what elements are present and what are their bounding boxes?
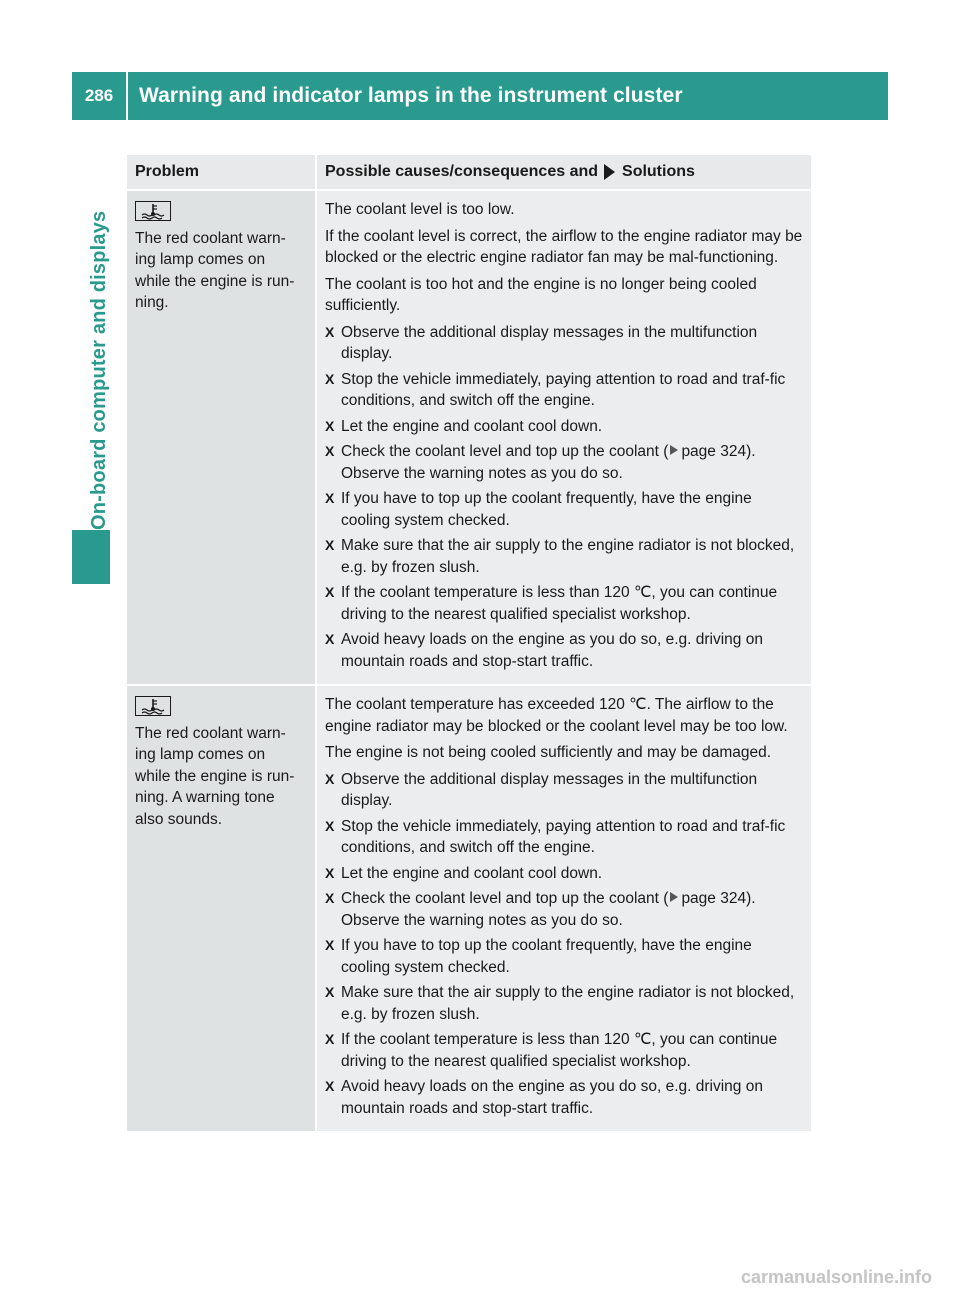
- coolant-temperature-icon: [135, 201, 171, 221]
- step-marker-icon: X: [325, 937, 335, 953]
- column-header-problem: Problem: [127, 155, 315, 189]
- step-text-post: ). Observe the warning notes as you do so.: [341, 890, 756, 929]
- step-marker-icon: X: [325, 417, 335, 434]
- step-text: Observe the additional display messages in the multifunction display.: [341, 770, 758, 809]
- side-tab-label: On-board computer and displays: [88, 210, 110, 530]
- problem-cell: [127, 191, 315, 684]
- step-text: Make sure that the air supply to the engine radiator is not blocked, e.g. by frozen slush.: [341, 984, 795, 1023]
- step-marker-icon: X: [325, 984, 335, 1000]
- step-marker-icon: X: [325, 370, 335, 387]
- problem-text-line: The red coolant warn-: [135, 724, 286, 742]
- problem-solution-table: [127, 155, 811, 1131]
- table-body: [127, 189, 811, 1131]
- solution-step: [325, 1029, 805, 1072]
- table-row: [127, 189, 811, 684]
- cause-paragraph: If the coolant level is correct, the airflow to the engine radiator may be blocked or the electric engine radiator fan may be mal-functioning.: [325, 227, 803, 266]
- solution-step: [325, 769, 805, 812]
- step-text-post: ). Observe the warning notes as you do so.: [341, 443, 756, 482]
- step-text: Avoid heavy loads on the engine as you do so, e.g. driving on mountain roads and stop-start traffic.: [341, 1078, 763, 1117]
- solution-step: [325, 441, 805, 484]
- step-marker-icon: X: [325, 864, 335, 881]
- page-header: [72, 72, 888, 120]
- solution-step: [325, 582, 805, 625]
- table-header: [127, 155, 811, 189]
- step-text: Stop the vehicle immediately, paying attention to road and traf-fic conditions, and switch off the engine.: [341, 817, 786, 856]
- problem-text-line: ing lamp comes on: [135, 251, 266, 268]
- solution-step: [325, 535, 805, 578]
- solution-step: [325, 935, 805, 978]
- column-header-causes: Possible causes/consequences and: [325, 163, 599, 180]
- side-tab-marker: [72, 530, 110, 584]
- cause-paragraph: The coolant is too hot and the engine is no longer being cooled sufficiently.: [325, 275, 757, 314]
- step-marker-icon: X: [325, 584, 335, 600]
- step-text: If you have to top up the coolant frequently, have the engine cooling system checked.: [341, 490, 752, 529]
- problem-text-line: ing lamp comes on: [135, 746, 266, 763]
- page-title: Warning and indicator lamps in the instrument cluster: [128, 72, 888, 120]
- cause-paragraph: The coolant level is too low.: [325, 201, 515, 218]
- solution-step: [325, 416, 805, 438]
- step-text: Make sure that the air supply to the engine radiator is not blocked, e.g. by frozen slush.: [341, 537, 795, 576]
- solution-step: [325, 322, 805, 365]
- step-text: Observe the additional display messages in the multifunction display.: [341, 323, 758, 362]
- table-row: [127, 684, 811, 1131]
- page-reference-link[interactable]: page 324: [681, 443, 747, 460]
- step-text: Avoid heavy loads on the engine as you do so, e.g. driving on mountain roads and stop-start traffic.: [341, 631, 763, 670]
- step-text: [341, 888, 805, 931]
- problem-text-line: The red coolant warn-: [135, 229, 286, 247]
- problem-cell: [127, 686, 315, 1131]
- step-marker-icon: X: [325, 631, 335, 647]
- column-header-solutions-label: Solutions: [622, 163, 695, 180]
- step-marker-icon: X: [325, 490, 335, 506]
- step-text: [341, 441, 805, 484]
- page-reference-link[interactable]: page 324: [681, 890, 747, 907]
- problem-text-line: ning. A warning tone: [135, 789, 275, 806]
- problem-text-line: also sounds.: [135, 810, 223, 828]
- step-marker-icon: X: [325, 890, 335, 906]
- solution-step: [325, 816, 805, 859]
- step-marker-icon: X: [325, 443, 335, 459]
- step-marker-icon: X: [325, 537, 335, 553]
- step-text: Stop the vehicle immediately, paying attention to road and traf-fic conditions, and switch off the engine.: [341, 370, 786, 409]
- watermark: carmanualsonline.info: [740, 1267, 932, 1287]
- solution-step: [325, 1076, 805, 1119]
- solution-step: [325, 982, 805, 1025]
- step-marker-icon: X: [325, 770, 335, 787]
- step-text: If you have to top up the coolant frequently, have the engine cooling system checked.: [341, 937, 752, 976]
- solution-step: [325, 488, 805, 531]
- solution-step: [325, 629, 805, 672]
- step-text-pre: Check the coolant level and top up the coolant (: [341, 890, 669, 907]
- step-marker-icon: X: [325, 1078, 335, 1094]
- coolant-temperature-icon: [135, 696, 171, 716]
- solutions-cell: [315, 191, 811, 684]
- step-text: Let the engine and coolant cool down.: [341, 864, 603, 882]
- page-reference-icon: [670, 892, 678, 902]
- step-marker-icon: X: [325, 1031, 335, 1047]
- step-text: If the coolant temperature is less than 120 ℃, you can continue driving to the nearest qualified specialist workshop.: [341, 584, 778, 623]
- problem-text-line: ning.: [135, 294, 169, 311]
- solutions-cell: [315, 686, 811, 1131]
- cause-paragraph: The engine is not being cooled sufficiently and may be damaged.: [325, 744, 772, 761]
- page-number: 286: [72, 72, 126, 120]
- problem-text-line: while the engine is run-: [135, 767, 295, 785]
- cause-paragraph: The coolant temperature has exceeded 120 ℃. The airflow to the engine radiator may be blocked or the coolant level may be too low.: [325, 696, 788, 735]
- solution-step: [325, 369, 805, 412]
- step-marker-icon: X: [325, 817, 335, 834]
- solution-step: [325, 888, 805, 931]
- step-marker-icon: X: [325, 323, 335, 340]
- arrow-right-icon: [604, 164, 615, 180]
- problem-text-line: while the engine is run-: [135, 272, 295, 290]
- page-reference-icon: [670, 445, 678, 455]
- step-text: Let the engine and coolant cool down.: [341, 417, 603, 435]
- step-text-pre: Check the coolant level and top up the coolant (: [341, 443, 669, 460]
- column-header-solutions: [315, 155, 811, 189]
- solution-step: [325, 863, 805, 885]
- step-text: If the coolant temperature is less than 120 ℃, you can continue driving to the nearest qualified specialist workshop.: [341, 1031, 778, 1070]
